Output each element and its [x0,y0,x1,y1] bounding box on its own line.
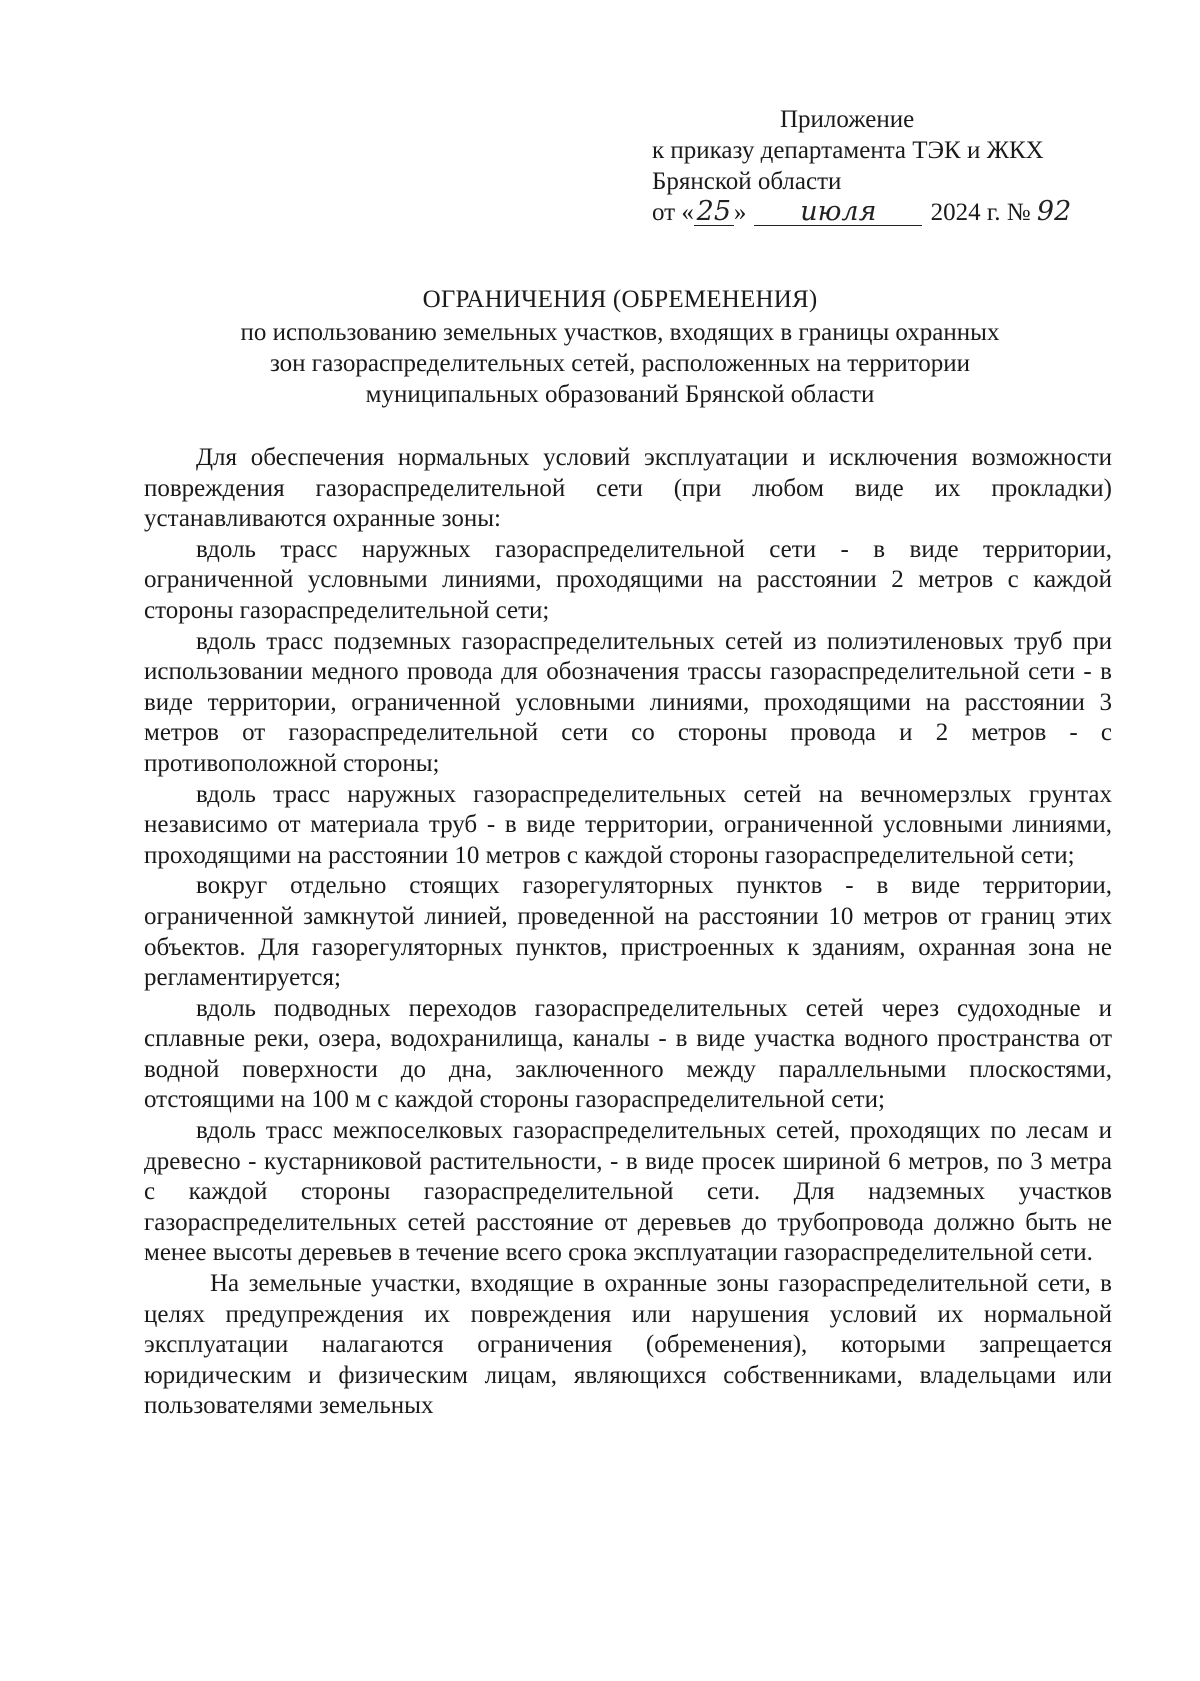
date-prefix: от « [652,199,694,226]
body-paragraph: Для обеспечения нормальных условий эксплуатации и исключения возможности повреждения газораспределительной сети (при любом виде их прокладки) устанавливаются охранные зоны: [144,444,1112,533]
appendix-region: Брянской области [652,168,842,195]
body-paragraph: На земельные участки, входящие в охранные зоны газораспределительной сети, в целях предупреждения их повреждения или нарушения условий их нормальной эксплуатации налагаются ограничения (обременения), которыми запрещается юридическим и физическим лицам, являющихся собственниками, владельцами или пользователями земельных [144,1270,1112,1420]
body-paragraph: вдоль подводных переходов газораспределительных сетей через судоходные и сплавные реки, озера, водохранилища, каналы - в виде участка водного пространства от водной поверхности до дна, заключенного между параллельными плоскостями, отстоящими на 100 м с каждой стороны газораспределительной сети; [144,994,1112,1114]
appendix-order: к приказу департамента ТЭК и ЖКХ [652,137,1044,164]
body-paragraph: вокруг отдельно стоящих газорегуляторных пунктов - в виде территории, ограниченной замкнутой линией, проведенной на расстоянии 10 метров от границ этих объектов. Для газорегуляторных пунктов, пристроенных к зданиям, охранная зона не регламентируется; [144,872,1112,992]
body-paragraph: вдоль трасс подземных газораспределительных сетей из полиэтиленовых труб при использовании медного провода для обозначения трассы газораспределительной сети - в виде территории, ограниченной условными линиями, проходящими на расстоянии 3 метров от газораспределительной сети со стороны провода и 2 метров - с противоположной стороны; [144,627,1112,777]
title-line: по использованию земельных участков, входящих в границы охранных [240,319,1000,346]
appendix-label: Приложение [780,106,915,133]
appendix-block [652,104,1089,228]
handwritten-month: июля [754,199,922,226]
title-line: муниципальных образований Брянской области [365,381,875,408]
handwritten-day: 25 [694,199,734,226]
body-paragraph: вдоль трасс наружных газораспределительных сетей на вечномерзлых грунтах независимо от материала труб - в виде территории, ограниченной условными линиями, проходящими на расстоянии 10 метров с каждой стороны газораспределительной сети; [144,780,1112,869]
appendix-date-line [652,197,1089,228]
title-line: зон газораспределительных сетей, расположенных на территории [269,350,971,377]
body-paragraph: вдоль трасс наружных газораспределительной сети - в виде территории, ограниченной условными линиями, проходящими на расстоянии 2 метров с каждой стороны газораспределительной сети; [144,535,1112,624]
document-body [144,443,1112,1422]
date-year: 2024 г. № [930,199,1031,226]
body-paragraph: вдоль трасс межпоселковых газораспределительных сетей, проходящих по лесам и древесно - кустарниковой растительности, - в виде просек шириной 6 метров, по 3 метра с каждой стороны газораспределительной сети. Для надземных участков газораспределительных сетей расстояние от деревьев до трубопровода должно быть не менее высоты деревьев в течение всего срока эксплуатации газораспределительной сети. [144,1117,1112,1267]
title-heading: ОГРАНИЧЕНИЯ (ОБРЕМЕНЕНИЯ) [422,286,818,313]
document-title [200,284,1040,410]
handwritten-number: 92 [1036,196,1072,227]
date-mid: » [733,199,747,226]
